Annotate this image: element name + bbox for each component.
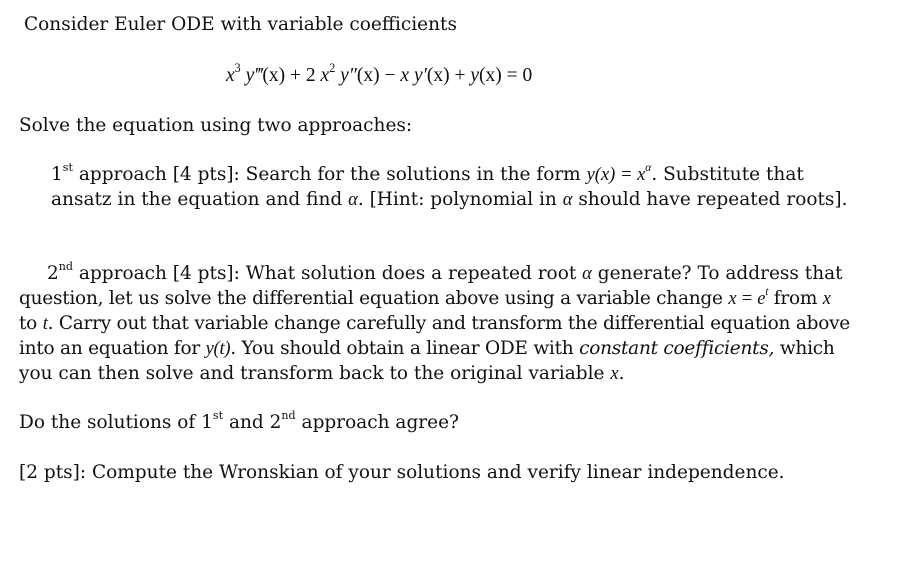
approach2-line4: into an equation for y(t). You should obtain a linear ODE with constant coefficients, which bbox=[19, 338, 835, 359]
approach2-line5: you can then solve and transform back to the original variable x. bbox=[19, 363, 625, 384]
intro-text: Consider Euler ODE with variable coefficients bbox=[24, 14, 457, 35]
euler-equation: $x^3$ y‴(x) + 2 $x^2$ y″(x) − x y′(x) + y(x) = 0 bbox=[226, 60, 533, 86]
approach2-line1: 2nd approach [4 pts]: What solution does a repeated root α generate? To address that bbox=[47, 260, 843, 284]
approach2-line2: question, let us solve the differential equation above using a variable change $x = e^t$ from x bbox=[19, 286, 831, 309]
agree-question: Do the solutions of 1st and 2nd approach agree? bbox=[19, 409, 459, 433]
approach1-line1: 1st approach [4 pts]: Search for the solutions in the form $y(x) = x^\alpha$. Substitute that bbox=[51, 161, 804, 185]
solve-heading: Solve the equation using two approaches: bbox=[19, 115, 413, 136]
approach1-line2: ansatz in the equation and find α. [Hint: polynomial in α should have repeated roots]. bbox=[51, 189, 848, 210]
wronskian-task: [2 pts]: Compute the Wronskian of your solutions and verify linear independence. bbox=[19, 462, 785, 483]
approach2-line3: to t. Carry out that variable change carefully and transform the differential equation above bbox=[19, 313, 851, 334]
